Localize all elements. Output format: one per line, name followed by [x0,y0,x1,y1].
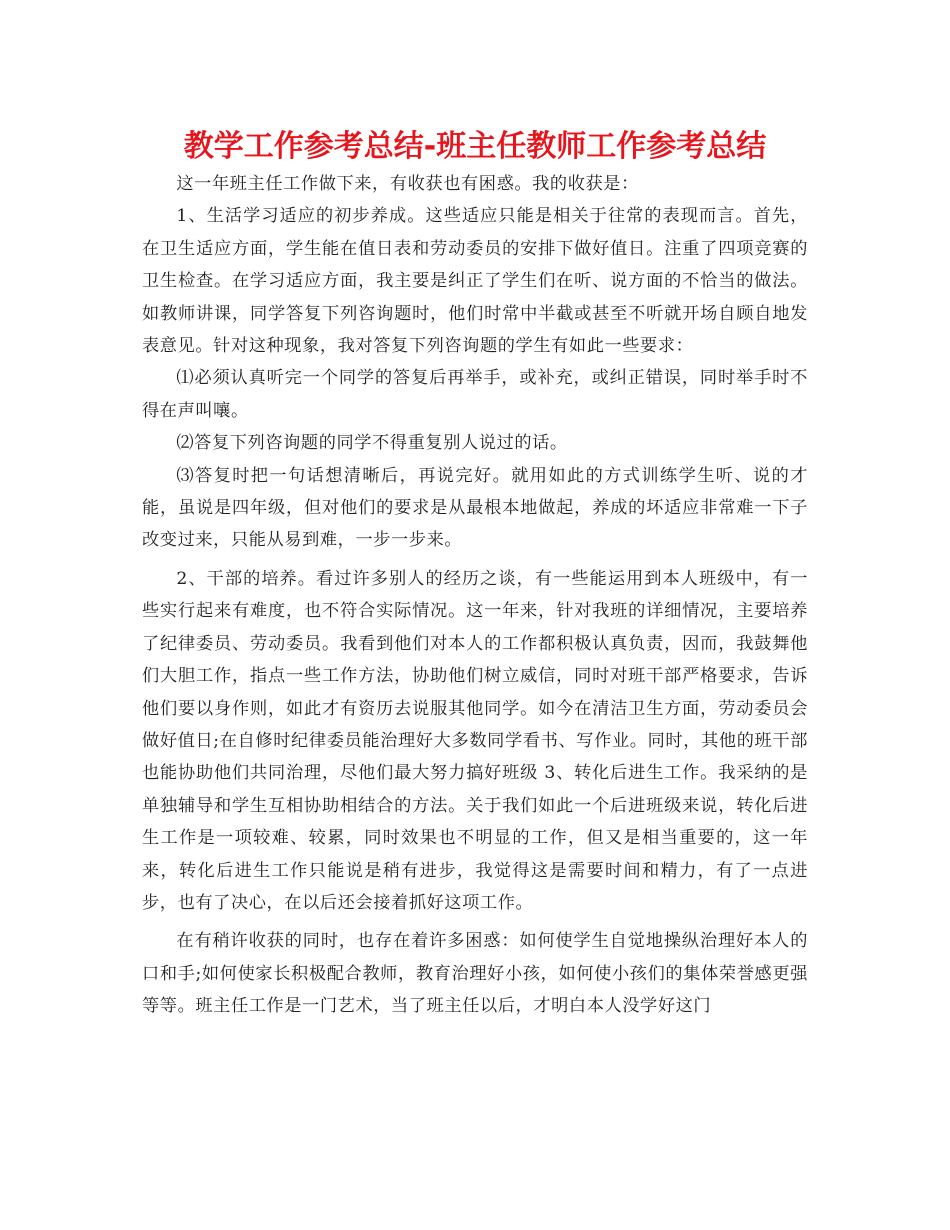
paragraph-cadres: 2、干部的培养。看过许多别人的经历之谈，有一些能运用到本人班级中，有一些实行起来有难度，也不符合实际情况。这一年来，针对我班的详细情况，主要培养了纪律委员、劳动委员。我看到他们对本人的工作都积极认真负责，因而，我鼓舞他们大胆工作，指点一些工作方法，协助他们树立威信，同时对班干部严格要求，告诉他们要以身作则，如此才有资历去说服其他同学。如今在清洁卫生方面，劳动委员会做好值日;在自修时纪律委员能治理好大多数同学看书、写作业。同时，其他的班干部也能协助他们共同治理，尽他们最大努力搞好班级 3、转化后进生工作。我采纳的是单独辅导和学生互相协助相结合的方法。关于我们如此一个后进班级来说，转化后进生工作是一项较难、较累，同时效果也不明显的工作，但又是相当重要的，这一年来，转化后进生工作只能说是稍有进步，我觉得这是需要时间和精力，有了一点进步，也有了决心，在以后还会接着抓好这项工作。 [142,568,808,913]
paragraph-confusions: 在有稍许收获的同时，也存在着许多困惑：如何使学生自觉地操纵治理好本人的口和手;如何使家长积极配合教师，教育治理好小孩，如何使小孩们的集体荣誉感更强等等。班主任工作是一门艺术，当了班主任以后，才明白本人没学好这门 [142,931,808,1017]
paragraph-rule-3: ⑶答复时把一句话想清晰后，再说完好。就用如此的方式训练学生听、说的才能，虽说是四年级，但对他们的要求是从最根本地做起，养成的坏适应非常难一下子改变过来，只能从易到难，一步一步来。 [142,465,808,551]
paragraph-rule-2: ⑵答复下列咨询题的同学不得重复别人说过的话。 [176,433,568,454]
document-body [142,168,808,1023]
paragraph-habits: 1、生活学习适应的初步养成。这些适应只能是相关于往常的表现而言。首先，在卫生适应方面，学生能在值日表和劳动委员的安排下做好值日。注重了四项竞赛的卫生检查。在学习适应方面，我主要是纠正了学生们在听、说方面的不恰当的做法。如教师讲课，同学答复下列咨询题时，他们时常中半截或甚至不听就开场自顾自地发表意见。针对这种现象，我对答复下列咨询题的学生有如此一些要求： [142,206,808,357]
paragraph-intro: 这一年班主任工作做下来，有收获也有困惑。我的收获是： [176,174,639,194]
document-title: 教学工作参考总结-班主任教师工作参考总结 [183,129,767,164]
paragraph-rule-1: ⑴必须认真听完一个同学的答复后再举手，或补充，或纠正错误，同时举手时不得在声叫嚷。 [142,368,808,421]
